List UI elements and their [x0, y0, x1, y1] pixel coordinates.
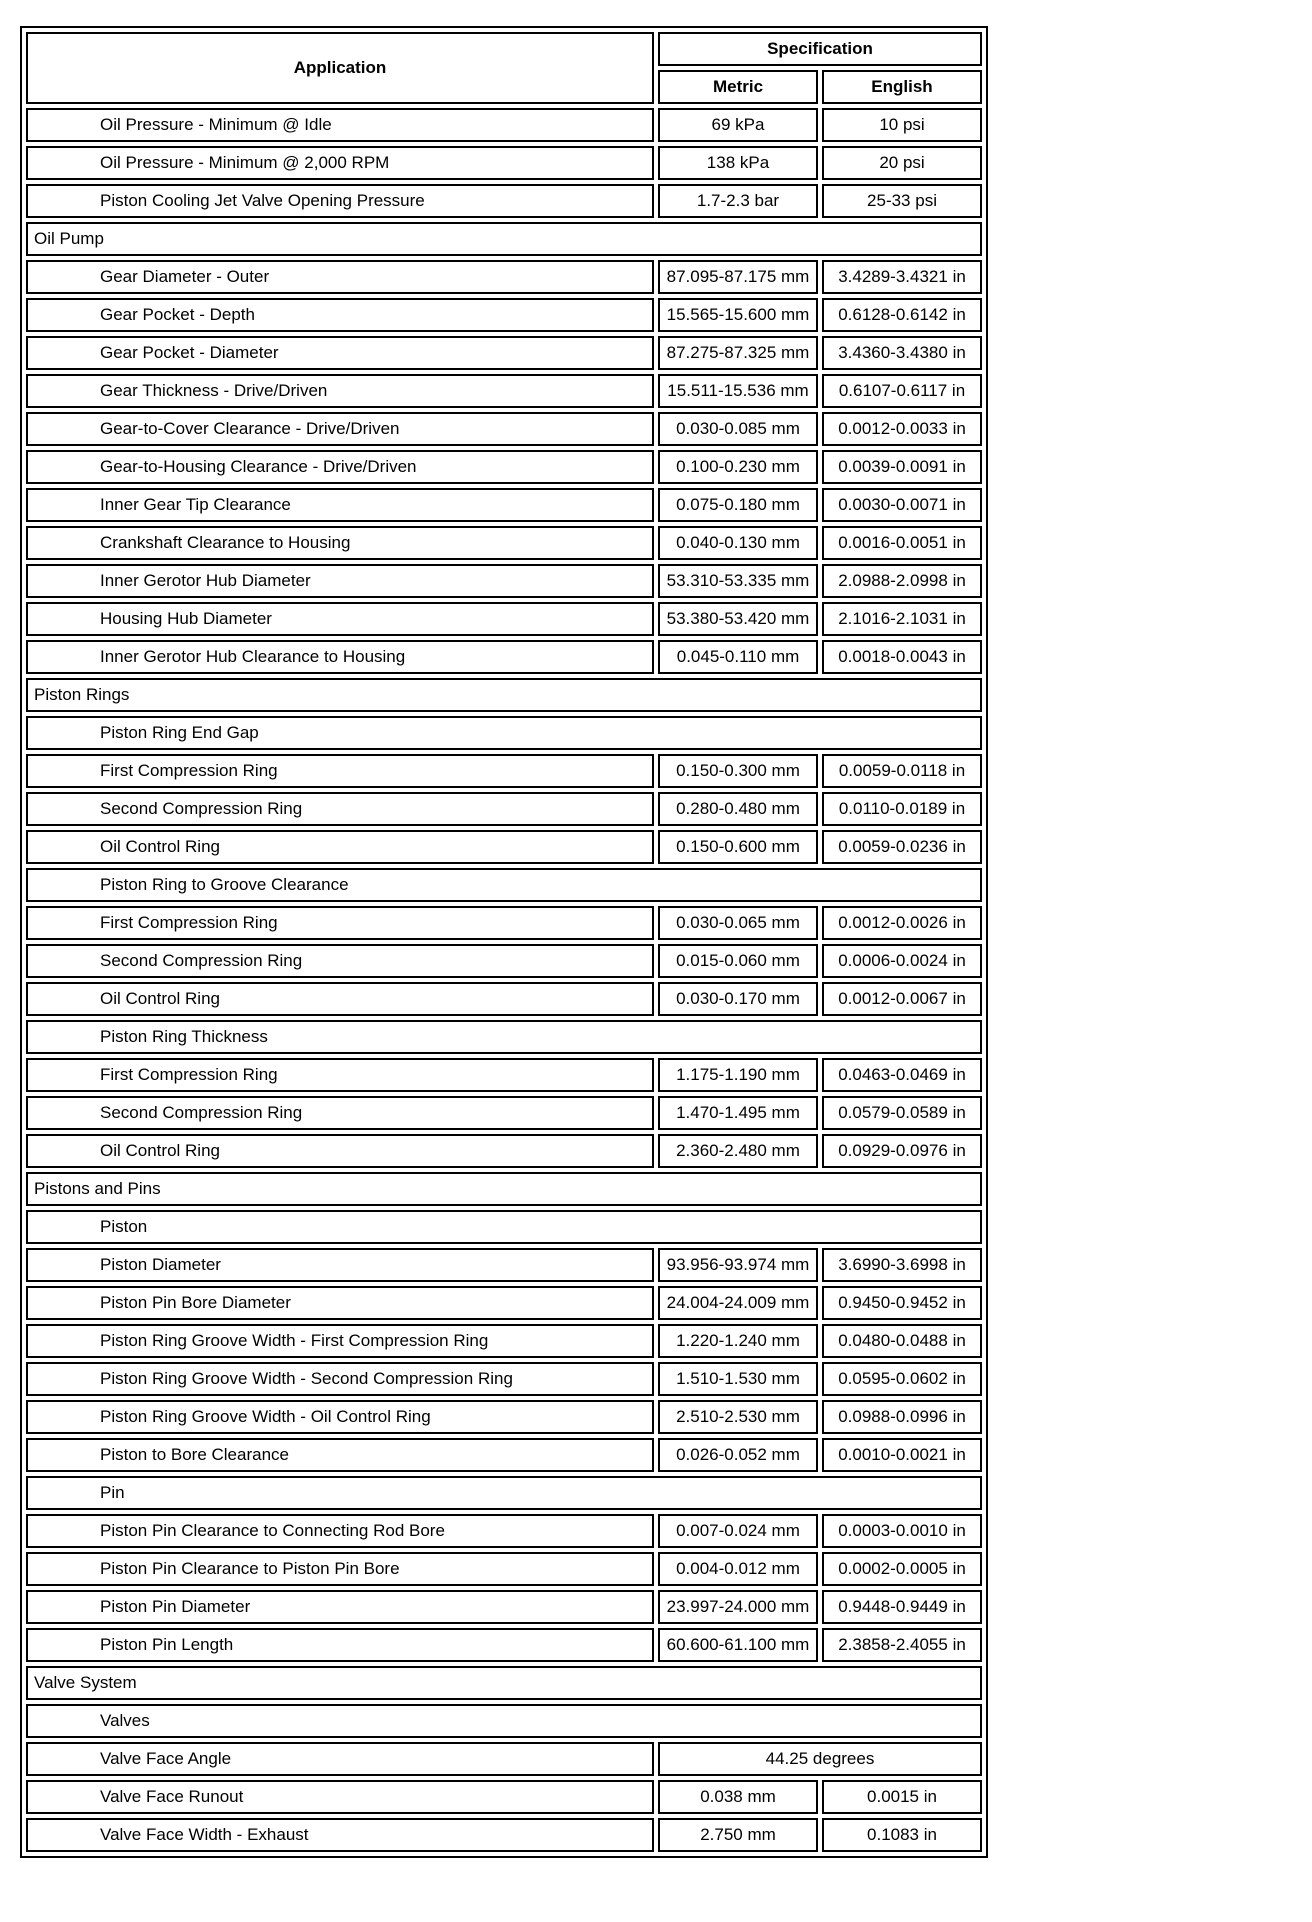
metric-value-cell: 2.750 mm — [658, 1818, 818, 1852]
english-value-cell: 0.0579-0.0589 in — [822, 1096, 982, 1130]
metric-value-cell: 0.075-0.180 mm — [658, 488, 818, 522]
section-header: Piston Rings — [26, 678, 982, 712]
section-header: Pistons and Pins — [26, 1172, 982, 1206]
subsection-header: Valves — [26, 1704, 982, 1738]
metric-value-cell: 2.360-2.480 mm — [658, 1134, 818, 1168]
metric-value-cell: 2.510-2.530 mm — [658, 1400, 818, 1434]
metric-value-cell: 1.510-1.530 mm — [658, 1362, 818, 1396]
application-cell: Piston Pin Diameter — [26, 1590, 654, 1624]
metric-value-cell: 1.220-1.240 mm — [658, 1324, 818, 1358]
data-row — [26, 1628, 982, 1662]
english-value-cell: 0.0480-0.0488 in — [822, 1324, 982, 1358]
data-row — [26, 1286, 982, 1320]
data-row — [26, 982, 982, 1016]
english-value-cell: 0.0018-0.0043 in — [822, 640, 982, 674]
metric-value-cell: 53.380-53.420 mm — [658, 602, 818, 636]
application-cell: Valve Face Angle — [26, 1742, 654, 1776]
subsection-header: Piston Ring Thickness — [26, 1020, 982, 1054]
section-row — [26, 222, 982, 256]
metric-value-cell: 0.100-0.230 mm — [658, 450, 818, 484]
data-row — [26, 564, 982, 598]
application-cell: Gear Pocket - Depth — [26, 298, 654, 332]
english-value-cell: 2.0988-2.0998 in — [822, 564, 982, 598]
data-row — [26, 1248, 982, 1282]
application-cell: Piston Diameter — [26, 1248, 654, 1282]
english-value-cell: 0.0039-0.0091 in — [822, 450, 982, 484]
data-row — [26, 374, 982, 408]
application-cell: Piston Pin Clearance to Piston Pin Bore — [26, 1552, 654, 1586]
english-value-cell: 0.6128-0.6142 in — [822, 298, 982, 332]
english-value-cell: 0.0929-0.0976 in — [822, 1134, 982, 1168]
data-row — [26, 1438, 982, 1472]
application-cell: Piston Pin Bore Diameter — [26, 1286, 654, 1320]
application-cell: Inner Gear Tip Clearance — [26, 488, 654, 522]
english-value-cell: 3.4289-3.4321 in — [822, 260, 982, 294]
application-cell: Piston Cooling Jet Valve Opening Pressure — [26, 184, 654, 218]
application-cell: First Compression Ring — [26, 754, 654, 788]
application-cell: Housing Hub Diameter — [26, 602, 654, 636]
subsection-row — [26, 1476, 982, 1510]
span-row — [26, 1742, 982, 1776]
english-value-cell: 10 psi — [822, 108, 982, 142]
data-row — [26, 412, 982, 446]
engine-specification-table — [20, 26, 988, 1858]
section-row — [26, 1172, 982, 1206]
metric-value-cell: 138 kPa — [658, 146, 818, 180]
metric-value-cell: 0.007-0.024 mm — [658, 1514, 818, 1548]
data-row — [26, 1400, 982, 1434]
english-value-cell: 0.0059-0.0236 in — [822, 830, 982, 864]
data-row — [26, 1590, 982, 1624]
application-cell: Second Compression Ring — [26, 792, 654, 826]
application-cell: Piston Pin Length — [26, 1628, 654, 1662]
english-value-cell: 25-33 psi — [822, 184, 982, 218]
application-cell: Oil Control Ring — [26, 982, 654, 1016]
metric-value-cell: 0.030-0.170 mm — [658, 982, 818, 1016]
data-row — [26, 146, 982, 180]
metric-value-cell: 87.275-87.325 mm — [658, 336, 818, 370]
combined-value-cell: 44.25 degrees — [658, 1742, 982, 1776]
application-cell: Oil Control Ring — [26, 1134, 654, 1168]
english-value-cell: 0.0002-0.0005 in — [822, 1552, 982, 1586]
section-row — [26, 1666, 982, 1700]
application-cell: Gear Thickness - Drive/Driven — [26, 374, 654, 408]
application-cell: Piston Pin Clearance to Connecting Rod Bore — [26, 1514, 654, 1548]
application-cell: Gear Pocket - Diameter — [26, 336, 654, 370]
english-value-cell: 0.0010-0.0021 in — [822, 1438, 982, 1472]
english-value-cell: 2.3858-2.4055 in — [822, 1628, 982, 1662]
application-cell: Second Compression Ring — [26, 1096, 654, 1130]
metric-value-cell: 93.956-93.974 mm — [658, 1248, 818, 1282]
metric-value-cell: 1.7-2.3 bar — [658, 184, 818, 218]
application-cell: Oil Pressure - Minimum @ Idle — [26, 108, 654, 142]
english-value-cell: 0.0012-0.0067 in — [822, 982, 982, 1016]
english-value-cell: 0.0012-0.0033 in — [822, 412, 982, 446]
metric-value-cell: 15.565-15.600 mm — [658, 298, 818, 332]
section-row — [26, 678, 982, 712]
metric-value-cell: 0.015-0.060 mm — [658, 944, 818, 978]
column-header-metric: Metric — [658, 70, 818, 104]
application-cell: Piston Ring Groove Width - Oil Control Ring — [26, 1400, 654, 1434]
data-row — [26, 1096, 982, 1130]
data-row — [26, 602, 982, 636]
subsection-header: Piston — [26, 1210, 982, 1244]
data-row — [26, 1362, 982, 1396]
data-row — [26, 298, 982, 332]
application-cell: Piston Ring Groove Width - First Compression Ring — [26, 1324, 654, 1358]
english-value-cell: 0.0059-0.0118 in — [822, 754, 982, 788]
english-value-cell: 0.0006-0.0024 in — [822, 944, 982, 978]
metric-value-cell: 87.095-87.175 mm — [658, 260, 818, 294]
metric-value-cell: 0.045-0.110 mm — [658, 640, 818, 674]
metric-value-cell: 0.150-0.600 mm — [658, 830, 818, 864]
data-row — [26, 108, 982, 142]
english-value-cell: 0.6107-0.6117 in — [822, 374, 982, 408]
english-value-cell: 0.0988-0.0996 in — [822, 1400, 982, 1434]
english-value-cell: 0.9450-0.9452 in — [822, 1286, 982, 1320]
data-row — [26, 1552, 982, 1586]
application-cell: Piston Ring Groove Width - Second Compression Ring — [26, 1362, 654, 1396]
data-row — [26, 1324, 982, 1358]
metric-value-cell: 60.600-61.100 mm — [658, 1628, 818, 1662]
data-row — [26, 260, 982, 294]
english-value-cell: 0.0030-0.0071 in — [822, 488, 982, 522]
metric-value-cell: 0.030-0.085 mm — [658, 412, 818, 446]
subsection-header: Pin — [26, 1476, 982, 1510]
application-cell: Oil Pressure - Minimum @ 2,000 RPM — [26, 146, 654, 180]
english-value-cell: 2.1016-2.1031 in — [822, 602, 982, 636]
header-row-top — [26, 32, 982, 66]
data-row — [26, 1134, 982, 1168]
english-value-cell: 3.4360-3.4380 in — [822, 336, 982, 370]
application-cell: Inner Gerotor Hub Diameter — [26, 564, 654, 598]
subsection-row — [26, 868, 982, 902]
application-cell: Gear Diameter - Outer — [26, 260, 654, 294]
application-cell: Piston to Bore Clearance — [26, 1438, 654, 1472]
data-row — [26, 1514, 982, 1548]
data-row — [26, 906, 982, 940]
column-header-application: Application — [26, 32, 654, 104]
subsection-header: Piston Ring End Gap — [26, 716, 982, 750]
metric-value-cell: 0.280-0.480 mm — [658, 792, 818, 826]
metric-value-cell: 0.030-0.065 mm — [658, 906, 818, 940]
metric-value-cell: 0.150-0.300 mm — [658, 754, 818, 788]
application-cell: First Compression Ring — [26, 1058, 654, 1092]
english-value-cell: 3.6990-3.6998 in — [822, 1248, 982, 1282]
metric-value-cell: 1.470-1.495 mm — [658, 1096, 818, 1130]
data-row — [26, 1058, 982, 1092]
metric-value-cell: 69 kPa — [658, 108, 818, 142]
subsection-row — [26, 1704, 982, 1738]
data-row — [26, 1780, 982, 1814]
data-row — [26, 450, 982, 484]
data-row — [26, 944, 982, 978]
data-row — [26, 830, 982, 864]
english-value-cell: 0.0015 in — [822, 1780, 982, 1814]
metric-value-cell: 15.511-15.536 mm — [658, 374, 818, 408]
subsection-row — [26, 1020, 982, 1054]
english-value-cell: 0.0016-0.0051 in — [822, 526, 982, 560]
data-row — [26, 640, 982, 674]
application-cell: Valve Face Runout — [26, 1780, 654, 1814]
metric-value-cell: 53.310-53.335 mm — [658, 564, 818, 598]
metric-value-cell: 23.997-24.000 mm — [658, 1590, 818, 1624]
english-value-cell: 0.0463-0.0469 in — [822, 1058, 982, 1092]
metric-value-cell: 0.038 mm — [658, 1780, 818, 1814]
metric-value-cell: 1.175-1.190 mm — [658, 1058, 818, 1092]
application-cell: Oil Control Ring — [26, 830, 654, 864]
data-row — [26, 754, 982, 788]
section-header: Oil Pump — [26, 222, 982, 256]
metric-value-cell: 0.026-0.052 mm — [658, 1438, 818, 1472]
data-row — [26, 336, 982, 370]
application-cell: Crankshaft Clearance to Housing — [26, 526, 654, 560]
section-header: Valve System — [26, 1666, 982, 1700]
application-cell: Valve Face Width - Exhaust — [26, 1818, 654, 1852]
data-row — [26, 526, 982, 560]
data-row — [26, 792, 982, 826]
data-row — [26, 1818, 982, 1852]
column-header-specification: Specification — [658, 32, 982, 66]
subsection-row — [26, 1210, 982, 1244]
application-cell: Inner Gerotor Hub Clearance to Housing — [26, 640, 654, 674]
english-value-cell: 0.0003-0.0010 in — [822, 1514, 982, 1548]
subsection-header: Piston Ring to Groove Clearance — [26, 868, 982, 902]
english-value-cell: 0.0110-0.0189 in — [822, 792, 982, 826]
metric-value-cell: 0.004-0.012 mm — [658, 1552, 818, 1586]
metric-value-cell: 0.040-0.130 mm — [658, 526, 818, 560]
application-cell: Second Compression Ring — [26, 944, 654, 978]
english-value-cell: 0.0012-0.0026 in — [822, 906, 982, 940]
english-value-cell: 20 psi — [822, 146, 982, 180]
column-header-english: English — [822, 70, 982, 104]
data-row — [26, 184, 982, 218]
english-value-cell: 0.1083 in — [822, 1818, 982, 1852]
application-cell: Gear-to-Cover Clearance - Drive/Driven — [26, 412, 654, 446]
data-row — [26, 488, 982, 522]
metric-value-cell: 24.004-24.009 mm — [658, 1286, 818, 1320]
application-cell: First Compression Ring — [26, 906, 654, 940]
english-value-cell: 0.0595-0.0602 in — [822, 1362, 982, 1396]
application-cell: Gear-to-Housing Clearance - Drive/Driven — [26, 450, 654, 484]
english-value-cell: 0.9448-0.9449 in — [822, 1590, 982, 1624]
subsection-row — [26, 716, 982, 750]
